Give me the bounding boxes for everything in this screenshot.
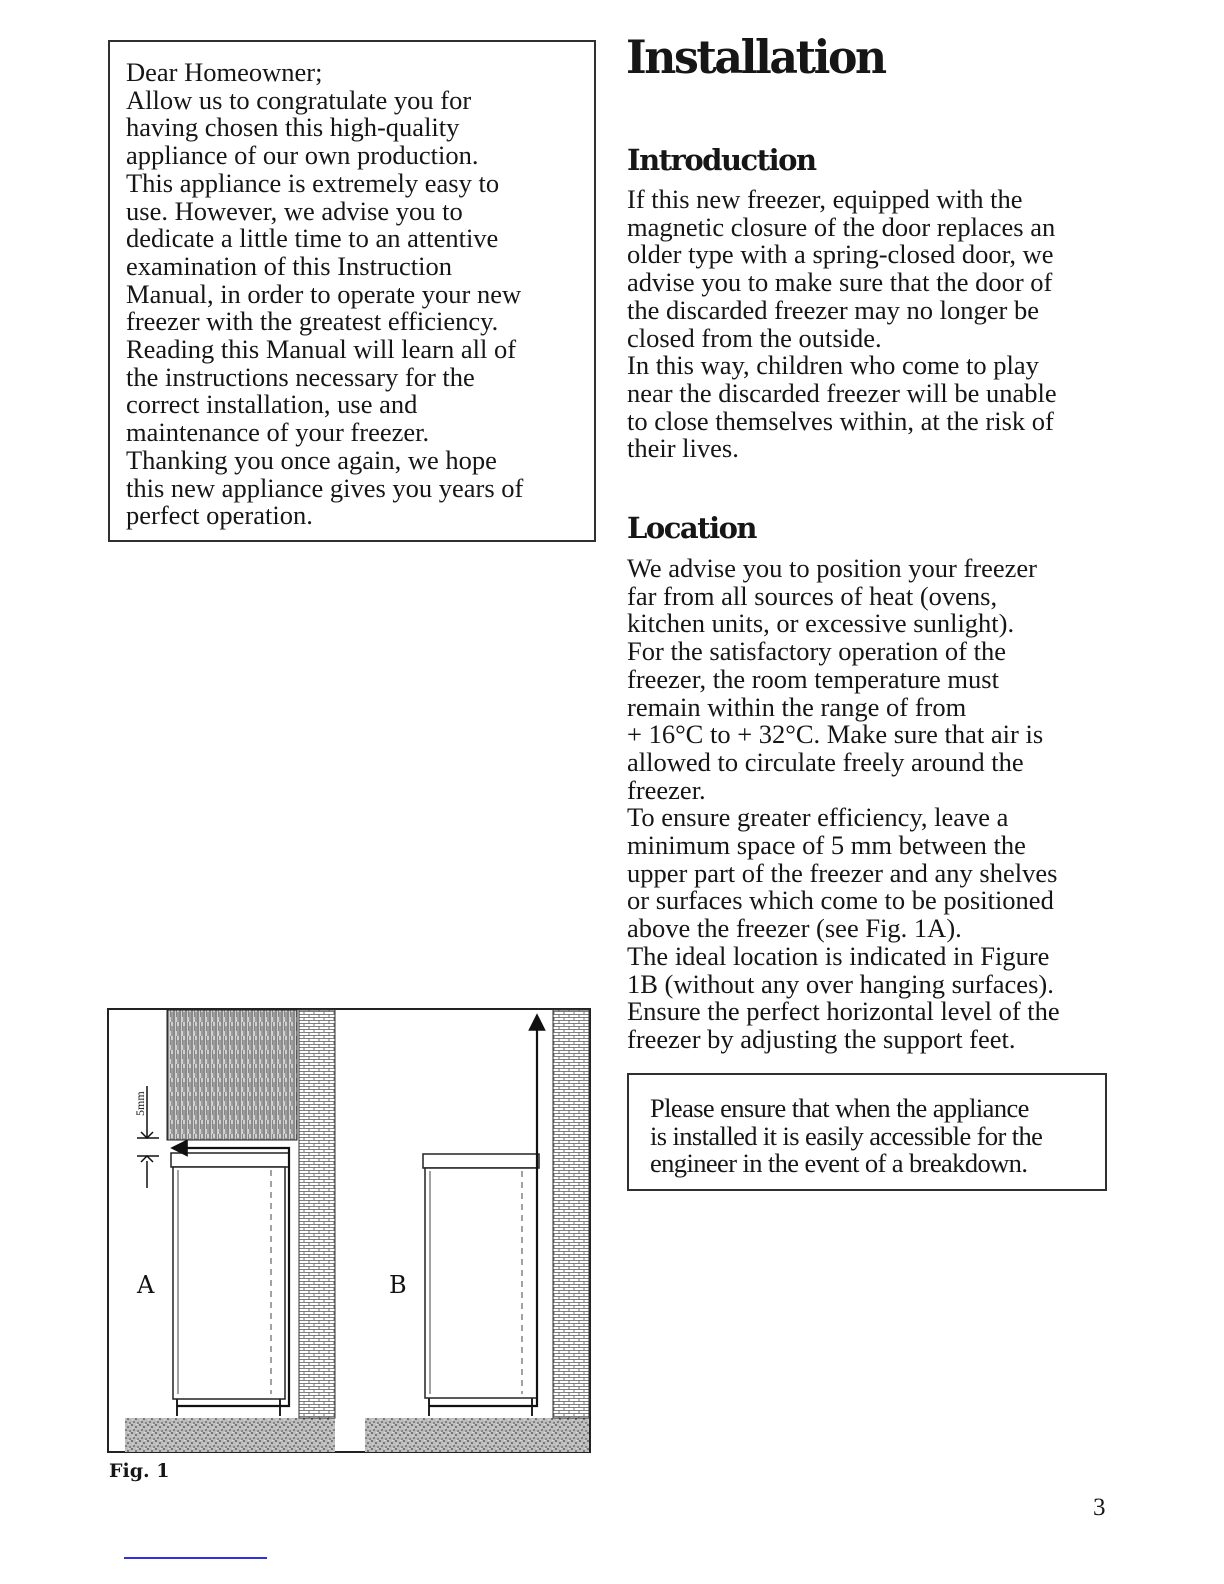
welcome-line: this new appliance gives you years of [126, 472, 524, 503]
location-line: or surfaces which come to be positioned [627, 885, 1054, 916]
welcome-line: correct installation, use and [126, 389, 418, 420]
footer-rule [124, 1557, 267, 1559]
floor-b [365, 1418, 589, 1452]
label-b: B [389, 1271, 407, 1299]
location-line: freezer by adjusting the support feet. [627, 1023, 1016, 1054]
location-line: + 16°C to + 32°C. Make sure that air is [627, 719, 1044, 750]
freezer-b [423, 1154, 539, 1416]
location-line: upper part of the freezer and any shelves [627, 857, 1058, 888]
location-line: minimum space of 5 mm between the [627, 830, 1026, 861]
location-line: The ideal location is indicated in Figure [627, 940, 1050, 971]
introduction-line: near the discarded freezer will be unable [627, 377, 1057, 408]
freezer-a [171, 1153, 289, 1416]
welcome-message-box [108, 40, 596, 542]
welcome-line: appliance of our own production. [126, 140, 479, 171]
introduction-line: If this new freezer, equipped with the [627, 184, 1023, 214]
figure-caption: Fig. 1 [109, 1460, 170, 1482]
label-a: A [137, 1271, 155, 1299]
accessibility-notice-box [627, 1073, 1107, 1191]
location-line: For the satisfactory operation of the [627, 636, 1006, 667]
wall-b [553, 1010, 589, 1418]
introduction-heading: Introduction [627, 143, 816, 177]
welcome-line: use. However, we advise you to [126, 195, 463, 226]
welcome-line: Reading this Manual will learn all of [126, 334, 517, 365]
location-text [627, 555, 1060, 1054]
welcome-line: freezer with the greatest efficiency. [126, 306, 499, 337]
introduction-line: In this way, children who come to play [627, 350, 1039, 381]
notice-line: Please ensure that when the appliance [650, 1093, 1029, 1123]
welcome-line: dedicate a little time to an attentive [126, 223, 499, 254]
location-line: allowed to circulate freely around the [627, 746, 1024, 777]
introduction-line: magnetic closure of the door replaces an [627, 211, 1056, 242]
introduction-line: advise you to make sure that the door of [627, 267, 1053, 298]
gap-label: 5mm [133, 1091, 147, 1116]
introduction-line: their lives. [627, 433, 739, 464]
notice-line: engineer in the event of a breakdown. [650, 1148, 1028, 1179]
welcome-line: perfect operation. [126, 500, 313, 531]
location-line: We advise you to position your freezer [627, 553, 1037, 583]
notice-line: is installed it is easily accessible for the [650, 1120, 1043, 1151]
welcome-line: Allow us to congratulate you for [126, 84, 472, 115]
location-line: far from all sources of heat (ovens, [627, 580, 998, 611]
introduction-line: closed from the outside. [627, 322, 882, 353]
page-title: Installation [626, 30, 885, 84]
welcome-line: Thanking you once again, we hope [126, 444, 497, 475]
location-line: To ensure greater efficiency, leave a [627, 802, 1009, 833]
location-line: Ensure the perfect horizontal level of the [627, 996, 1060, 1027]
page-number: 3 [1093, 1494, 1106, 1521]
welcome-line: maintenance of your freezer. [126, 417, 430, 448]
location-line: kitchen units, or excessive sunlight). [627, 608, 1015, 639]
installation-figure [107, 1008, 591, 1454]
introduction-line: to close themselves within, at the risk of [627, 405, 1054, 436]
floor-a [125, 1418, 335, 1452]
location-line: remain within the range of from [627, 691, 967, 722]
welcome-line: Manual, in order to operate your new [126, 278, 522, 309]
location-line: freezer, the room temperature must [627, 663, 999, 694]
introduction-text [627, 186, 1057, 463]
welcome-line: examination of this Instruction [126, 250, 453, 281]
introduction-line: older type with a spring-closed door, we [627, 239, 1054, 270]
location-line: freezer. [627, 774, 706, 805]
wall-a [299, 1010, 335, 1418]
welcome-line: the instructions necessary for the [126, 361, 475, 392]
introduction-line: the discarded freezer may no longer be [627, 294, 1040, 325]
location-heading: Location [627, 511, 757, 545]
location-line: 1B (without any over hanging surfaces). [627, 968, 1054, 999]
location-line: above the freezer (see Fig. 1A). [627, 913, 962, 944]
welcome-line: Dear Homeowner; [126, 57, 323, 87]
welcome-line: This appliance is extremely easy to [126, 167, 500, 198]
welcome-line: having chosen this high-quality [126, 112, 460, 143]
overhanging-cabinet [167, 1010, 297, 1140]
